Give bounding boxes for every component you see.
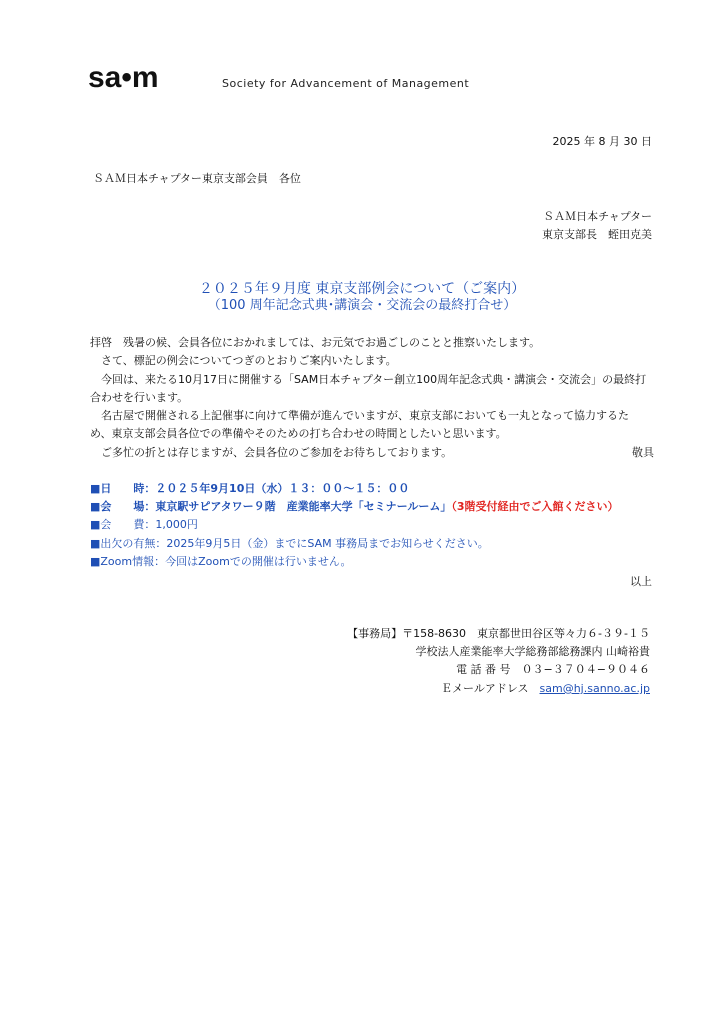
- info-zoom: ■Zoom情報：今回はZoomでの開催は行いません。: [90, 555, 352, 568]
- closing-ijo: 以上: [630, 575, 652, 588]
- document-title: ２０２５年９月度 東京支部例会について（ご案内）: [198, 281, 526, 297]
- phone-label: 電 話 番 号: [456, 663, 522, 676]
- body-paragraph-2: さて、標記の例会についてつぎのとおりご案内いたします。: [90, 354, 397, 367]
- office-contact: 学校法人産業能率大学総務部総務課内 山崎裕貴: [415, 645, 650, 658]
- info-datetime: ■日 時：２０２５年9月10日（水）１３：００〜１５：００: [90, 482, 410, 495]
- body-paragraph-5: ご多忙の折とは存じますが、会員各位のご参加をお待ちしております。: [90, 446, 453, 459]
- email-link[interactable]: sam@hj.sanno.ac.jp: [539, 682, 650, 695]
- closing-keigu: 敬具: [632, 446, 654, 459]
- venue-text: ■会 場：東京駅サピアタワー９階 産業能率大学「セミナールーム」: [90, 500, 452, 513]
- sender-org: ＳＡＭ日本チャプター: [543, 210, 652, 223]
- office-address: 【事務局】〒158-8630 東京都世田谷区等々力６-３９-１５: [347, 627, 650, 640]
- info-venue: [90, 498, 619, 514]
- addressee: ＳＡＭ日本チャプター東京支部会員 各位: [93, 172, 301, 185]
- info-rsvp: ■出欠の有無：2025年9月5日（金）までにSAM 事務局までお知らせください。: [90, 537, 489, 550]
- document-date: 2025 年 8 月 30 日: [552, 135, 652, 148]
- body-paragraph-4b: め、東京支部会員各位での準備やそのための打ち合わせの時間としたいと思います。: [90, 427, 507, 440]
- sam-logo: [88, 62, 204, 92]
- logo-text: sa•m: [88, 62, 159, 92]
- email-label: Ｅメールアドレス: [441, 682, 540, 695]
- office-phone: [456, 661, 650, 677]
- document-subtitle: （100 周年記念式典･講演会・交流会の最終打合せ）: [207, 298, 517, 313]
- body-paragraph-1: 拝啓 残暑の候、会員各位におかれましては、お元気でお過ごしのことと推察いたします。: [90, 336, 541, 349]
- body-paragraph-3b: 合わせを行います。: [90, 391, 189, 404]
- venue-note: （3階受付経由でご入館ください）: [451, 500, 619, 513]
- phone-number: ０３−３７０４−９０４６: [521, 663, 650, 676]
- body-paragraph-4a: 名古屋で開催される上記催事に向けて準備が進んでいますが、東京支部においても一丸となって協力するた: [90, 409, 629, 422]
- info-fee: ■会 費：1,000円: [90, 518, 198, 531]
- sender-name: 東京支部長 蛭田克美: [542, 228, 652, 241]
- org-name: Society for Advancement of Management: [222, 77, 470, 90]
- body-paragraph-3a: 今回は、来たる10月17日に開催する「SAM日本チャプター創立100周年記念式典・講演会・交流会」の最終打: [90, 373, 647, 386]
- office-email: [441, 680, 650, 696]
